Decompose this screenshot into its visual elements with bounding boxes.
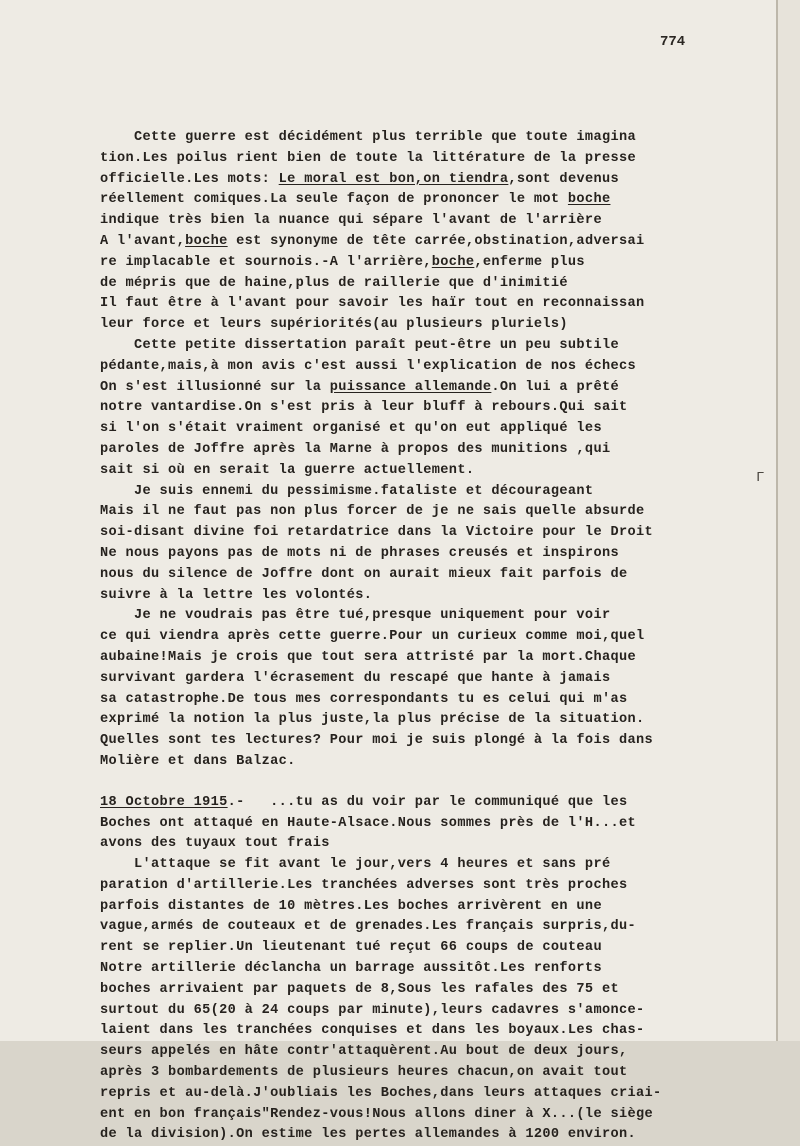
- text-line: de mépris que de haine,plus de raillerie que d'inimitié: [100, 275, 568, 291]
- text-line: paroles de Joffre après la Marne à propos des munitions ,qui: [100, 441, 611, 457]
- underlined-phrase: 18 Octobre 1915: [100, 794, 228, 810]
- text-line: sa catastrophe.De tous mes correspondants tu es celui qui m'as: [100, 691, 628, 707]
- paragraph: [100, 128, 770, 336]
- section-gap: [100, 773, 770, 793]
- text-line: Molière et dans Balzac.: [100, 753, 296, 769]
- text-line: A l'avant,boche est synonyme de tête carrée,obstination,adversai: [100, 233, 645, 249]
- text-line: après 3 bombardements de plusieurs heures chacun,on avait tout: [100, 1065, 628, 1081]
- text-line: Mais il ne faut pas non plus forcer de je ne sais quelle absurde: [100, 504, 645, 520]
- text-line: boches arrivaient par paquets de 8,Sous les rafales des 75 et: [100, 981, 619, 997]
- text-line: L'attaque se fit avant le jour,vers 4 heures et sans pré: [100, 857, 611, 873]
- text-line: Je suis ennemi du pessimisme.fataliste et décourageant: [100, 483, 594, 499]
- text-line: ce qui viendra après cette guerre.Pour un curieux comme moi,quel: [100, 629, 645, 645]
- underlined-phrase: boche: [185, 233, 228, 249]
- page-edge: [776, 0, 800, 1041]
- text-line: Cette guerre est décidément plus terrible que toute imagina: [100, 130, 636, 145]
- text-line: suivre à la lettre les volontés.: [100, 587, 373, 603]
- text-line: repris et au-delà.J'oubliais les Boches,dans leurs attaques criai-: [100, 1085, 662, 1101]
- text-line: leur force et leurs supériorités(au plusieurs pluriels): [100, 317, 568, 333]
- text-line: 18 Octobre 1915.- ...tu as du voir par le communiqué que les: [100, 794, 628, 810]
- text-line: paration d'artillerie.Les tranchées adverses sont très proches: [100, 877, 628, 893]
- underlined-phrase: boche: [431, 254, 475, 270]
- text-line: Notre artillerie déclancha un barrage aussitôt.Les renforts: [100, 961, 602, 977]
- page-number: 774: [660, 34, 686, 50]
- text-line: si l'on s'était vraiment organisé et qu'on eut appliqué les: [100, 421, 602, 437]
- text-line: aubaine!Mais je crois que tout sera attristé par la mort.Chaque: [100, 649, 636, 665]
- page-edge-line: [776, 0, 778, 1041]
- underlined-phrase: boche: [567, 192, 611, 208]
- underlined-phrase: puissance allemande: [329, 379, 492, 395]
- paragraph: [100, 606, 770, 772]
- paragraph: [100, 336, 770, 482]
- text-line: Boches ont attaqué en Haute-Alsace.Nous sommes près de l'H...et: [100, 815, 636, 831]
- text-line: laient dans les tranchées conquises et dans les boyaux.Les chas-: [100, 1023, 645, 1039]
- text-line: de la division).On estime les pertes allemandes à 1200 environ.: [100, 1127, 636, 1143]
- text-line: soi-disant divine foi retardatrice dans la Victoire pour le Droit: [100, 525, 653, 541]
- text-line: officielle.Les mots: Le moral est bon,on tiendra,sont devenus: [100, 171, 619, 187]
- text-line: surtout du 65(20 à 24 coups par minute),leurs cadavres s'amonce-: [100, 1002, 645, 1018]
- text-line: parfois distantes de 10 mètres.Les boches arrivèrent en une: [100, 898, 602, 914]
- text-line: réellement comiques.La seule façon de prononcer le mot boche: [100, 192, 611, 208]
- text-line: Je ne voudrais pas être tué,presque uniquement pour voir: [100, 608, 611, 624]
- text-line: vague,armés de couteaux et de grenades.Les français surpris,du-: [100, 919, 636, 935]
- text-line: pédante,mais,à mon avis c'est aussi l'explication de nos échecs: [100, 358, 636, 374]
- text-line: tion.Les poilus rient bien de toute la littérature de la presse: [100, 150, 636, 166]
- text-line: re implacable et sournois.-A l'arrière,boche,enferme plus: [100, 254, 585, 270]
- paragraph: [100, 482, 770, 607]
- underlined-phrase: Le moral est bon,on tiendra: [278, 171, 509, 187]
- text-line: Il faut être à l'avant pour savoir les haïr tout en reconnaissan: [100, 296, 645, 312]
- text-line: ent en bon français"Rendez-vous!Nous allons diner à X...(le siège: [100, 1106, 653, 1122]
- body-text: [100, 128, 770, 1146]
- text-line: exprimé la notion la plus juste,la plus précise de la situation.: [100, 712, 645, 728]
- text-line: seurs appelés en hâte contr'attaquèrent.Au bout de deux jours,: [100, 1044, 628, 1060]
- text-line: sait si où en serait la guerre actuellement.: [100, 462, 475, 478]
- text-line: Ne nous payons pas de mots ni de phrases creusés et inspirons: [100, 545, 619, 561]
- dated-entry: [100, 793, 770, 1146]
- text-line: Quelles sont tes lectures? Pour moi je suis plongé à la fois dans: [100, 733, 653, 749]
- text-line: rent se replier.Un lieutenant tué reçut 66 coups de couteau: [100, 940, 602, 956]
- text-line: avons des tuyaux tout frais: [100, 836, 330, 852]
- text-line: notre vantardise.On s'est pris à leur bluff à rebours.Qui sait: [100, 400, 628, 416]
- text-line: nous du silence de Joffre dont on aurait mieux fait parfois de: [100, 566, 628, 582]
- text-line: Cette petite dissertation paraît peut-être un peu subtile: [100, 337, 619, 353]
- text-line: survivant gardera l'écrasement du rescapé que hante à jamais: [100, 670, 611, 686]
- text-line: indique très bien la nuance qui sépare l'avant de l'arrière: [100, 213, 602, 229]
- text-line: On s'est illusionné sur la puissance allemande.On lui a prêté: [100, 379, 619, 395]
- margin-mark: Γ: [756, 470, 765, 486]
